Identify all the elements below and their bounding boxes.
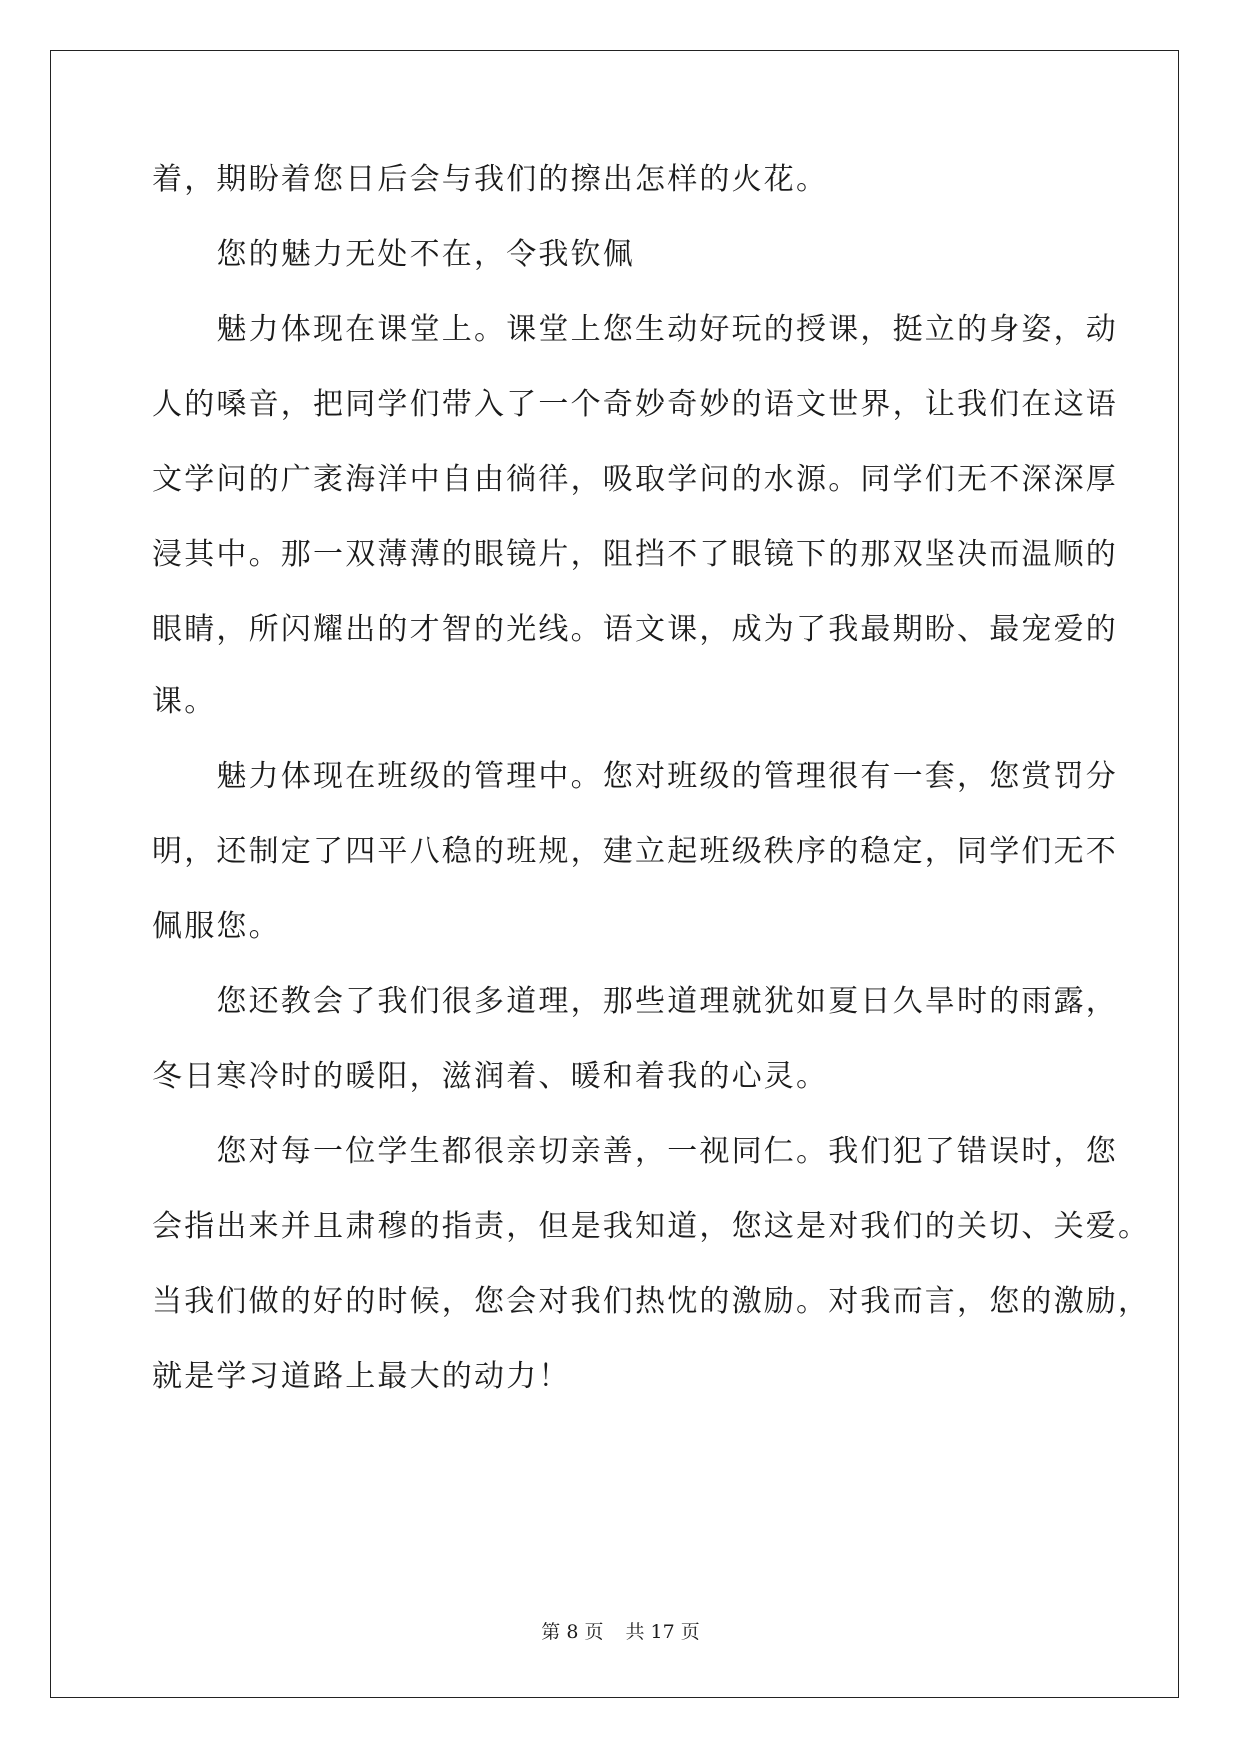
text-line: 您的魅力无处不在，令我钦佩: [152, 237, 635, 272]
text-line: 眼睛，所闪耀出的才智的光线。语文课，成为了我最期盼、最宠爱的: [152, 612, 1118, 647]
page-border: [50, 50, 1179, 1698]
text-line: 明，还制定了四平八稳的班规，建立起班级秩序的稳定，同学们无不: [152, 834, 1118, 869]
text-line: 人的嗓音，把同学们带入了一个奇妙奇妙的语文世界，让我们在这语: [152, 387, 1118, 422]
text-line: 就是学习道路上最大的动力！: [152, 1359, 571, 1394]
text-line: 冬日寒冷时的暖阳，滋润着、暖和着我的心灵。: [152, 1059, 829, 1094]
text-line: 浸其中。那一双薄薄的眼镜片，阻挡不了眼镜下的那双坚决而温顺的: [152, 537, 1118, 572]
text-line: 佩服您。: [152, 909, 281, 944]
text-line: 着，期盼着您日后会与我们的擦出怎样的火花。: [152, 162, 829, 197]
text-line: 课。: [152, 684, 217, 719]
text-line: 魅力体现在班级的管理中。您对班级的管理很有一套，您赏罚分: [152, 759, 1118, 794]
page-number: 第 8 页: [541, 1621, 604, 1643]
text-line: 魅力体现在课堂上。课堂上您生动好玩的授课，挺立的身姿，动: [152, 312, 1118, 347]
page-footer: [0, 1620, 1241, 1644]
text-line: 文学问的广袤海洋中自由徜徉，吸取学问的水源。同学们无不深深厚: [152, 462, 1118, 497]
text-line: 当我们做的好的时候，您会对我们热忱的激励。对我而言，您的激励，: [152, 1284, 1151, 1319]
text-line: 您还教会了我们很多道理，那些道理就犹如夏日久旱时的雨露，: [152, 984, 1118, 1019]
page-total: 共 17 页: [625, 1621, 700, 1643]
text-line: 会指出来并且肃穆的指责，但是我知道，您这是对我们的关切、关爱。: [152, 1209, 1151, 1244]
text-line: 您对每一位学生都很亲切亲善，一视同仁。我们犯了错误时，您: [152, 1134, 1118, 1169]
